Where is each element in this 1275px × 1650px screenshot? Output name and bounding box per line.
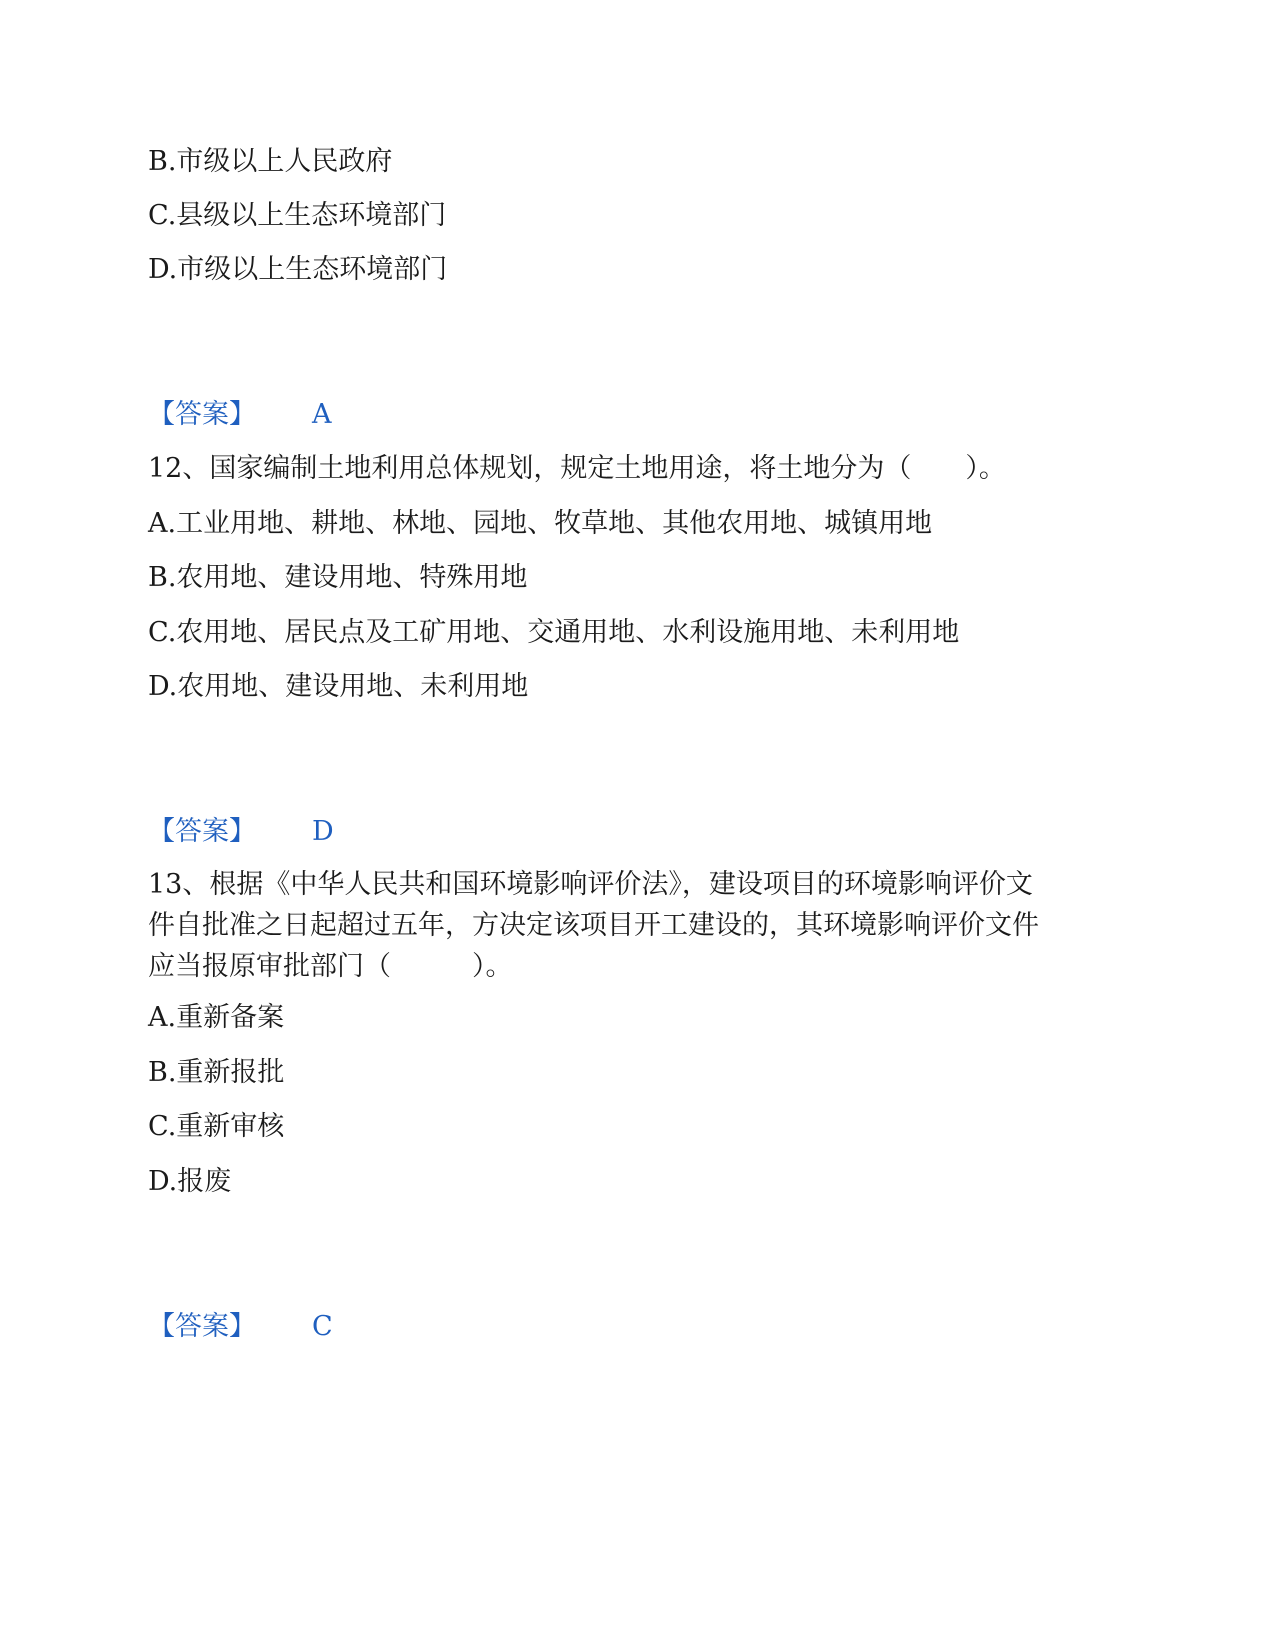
q13-answer-value: C <box>312 1311 333 1342</box>
q12-option-a: A.工业用地、耕地、林地、园地、牧草地、其他农用地、城镇用地 <box>148 508 933 539</box>
q12-answer-value: D <box>312 816 334 847</box>
q11-answer-label: 【答案】 <box>148 399 256 430</box>
q12-option-c: C.农用地、居民点及工矿用地、交通用地、水利设施用地、未利用地 <box>148 617 960 648</box>
q13-option-c: C.重新审核 <box>148 1111 285 1142</box>
q12-answer <box>148 813 334 851</box>
q12-stem: 12、国家编制土地利用总体规划，规定土地用途，将土地分为（ ）。 <box>148 453 1006 484</box>
q11-answer <box>148 396 332 434</box>
q11-option-c: C.县级以上生态环境部门 <box>148 200 447 231</box>
q11-option-d: D.市级以上生态环境部门 <box>148 254 448 285</box>
q13-stem-line-3: 应当报原审批部门（ ）。 <box>148 951 513 982</box>
q13-option-d: D.报废 <box>148 1166 232 1197</box>
q12-option-d: D.农用地、建设用地、未利用地 <box>148 671 529 702</box>
q11-option-b: B.市级以上人民政府 <box>148 146 393 177</box>
q12-option-b: B.农用地、建设用地、特殊用地 <box>148 562 528 593</box>
q13-answer-label: 【答案】 <box>148 1311 256 1342</box>
q11-answer-value: A <box>312 399 332 430</box>
q13-stem-line-1: 13、根据《中华人民共和国环境影响评价法》，建设项目的环境影响评价文 <box>148 869 1033 900</box>
q12-answer-label: 【答案】 <box>148 816 256 847</box>
q13-stem-line-2: 件自批准之日起超过五年，方决定该项目开工建设的，其环境影响评价文件 <box>148 910 1039 941</box>
q13-option-b: B.重新报批 <box>148 1057 285 1088</box>
q13-option-a: A.重新备案 <box>148 1002 285 1033</box>
q13-answer <box>148 1308 333 1346</box>
